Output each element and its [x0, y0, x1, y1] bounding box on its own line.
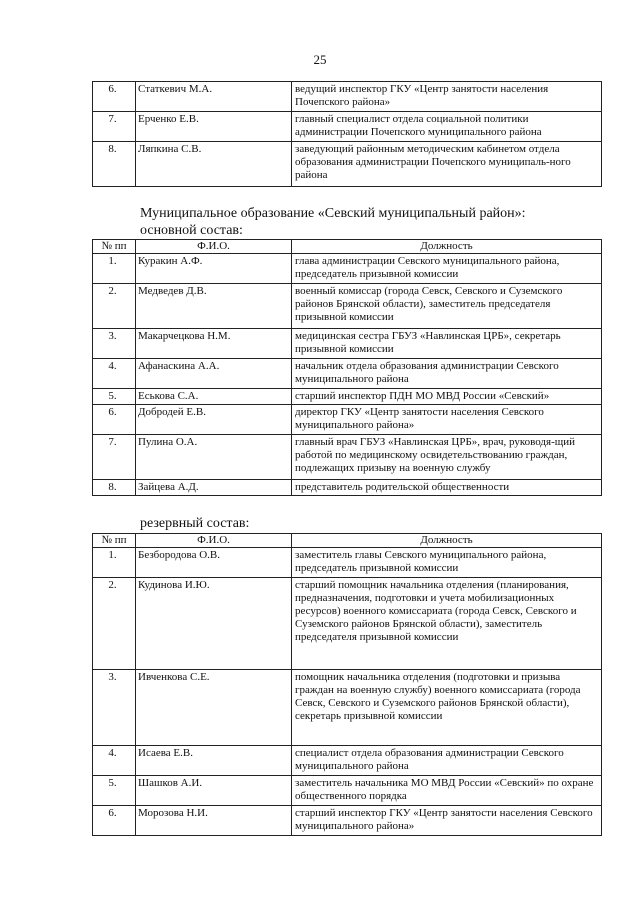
sevsk-title: Муниципальное образование «Севский муниципальный район»: — [140, 206, 526, 221]
row-number: 4. — [93, 746, 136, 776]
row-number: 2. — [93, 284, 136, 329]
table-row — [93, 359, 602, 389]
row-position: директор ГКУ «Центр занятости населения Севского муниципального района» — [292, 405, 602, 435]
table-row — [93, 435, 602, 480]
row-position: заведующий районным методическим кабинетом отдела образования администрации Почепского муниципаль-ного района — [292, 142, 602, 187]
row-name: Еськова С.А. — [136, 389, 292, 405]
table-row — [93, 405, 602, 435]
table-row — [93, 284, 602, 329]
table-row — [93, 82, 602, 112]
header-position: Должность — [292, 534, 602, 548]
row-number: 1. — [93, 548, 136, 578]
row-number: 6. — [93, 806, 136, 836]
row-position: представитель родительской общественности — [292, 480, 602, 496]
row-name: Афанаскина А.А. — [136, 359, 292, 389]
row-number: 3. — [93, 670, 136, 746]
row-position: заместитель начальника МО МВД России «Севский» по охране общественного порядка — [292, 776, 602, 806]
row-name: Кудинова И.Ю. — [136, 578, 292, 670]
table-row — [93, 389, 602, 405]
table-header-row — [93, 534, 602, 548]
row-name: Добродей Е.В. — [136, 405, 292, 435]
row-number: 6. — [93, 405, 136, 435]
page-number: 25 — [313, 52, 327, 67]
row-number: 2. — [93, 578, 136, 670]
row-name: Макарчецкова Н.М. — [136, 329, 292, 359]
sevsk-main-subtitle: основной состав: — [140, 223, 243, 238]
row-number: 1. — [93, 254, 136, 284]
table-row — [93, 254, 602, 284]
row-position: военный комиссар (города Севск, Севского и Суземского районов Брянской области), заместитель председателя призывной комиссии — [292, 284, 602, 329]
row-number: 4. — [93, 359, 136, 389]
row-name: Статкевич М.А. — [136, 82, 292, 112]
header-position: Должность — [292, 240, 602, 254]
header-name: Ф.И.О. — [136, 240, 292, 254]
row-name: Безбородова О.В. — [136, 548, 292, 578]
row-position: старший инспектор ПДН МО МВД России «Севский» — [292, 389, 602, 405]
row-name: Исаева Е.В. — [136, 746, 292, 776]
row-number: 3. — [93, 329, 136, 359]
table-row — [93, 746, 602, 776]
row-position: главный специалист отдела социальной политики администрации Почепского муниципального района — [292, 112, 602, 142]
table-row — [93, 806, 602, 836]
row-name: Ерченко Е.В. — [136, 112, 292, 142]
row-number: 5. — [93, 776, 136, 806]
table-row — [93, 329, 602, 359]
table-row — [93, 548, 602, 578]
header-name: Ф.И.О. — [136, 534, 292, 548]
row-name: Куракин А.Ф. — [136, 254, 292, 284]
row-number: 8. — [93, 142, 136, 187]
row-name: Ивченкова С.Е. — [136, 670, 292, 746]
sevsk-main-table — [92, 239, 602, 496]
row-position: специалист отдела образования администрации Севского муниципального района — [292, 746, 602, 776]
row-name: Зайцева А.Д. — [136, 480, 292, 496]
row-number: 5. — [93, 389, 136, 405]
row-name: Медведев Д.В. — [136, 284, 292, 329]
row-position: медицинская сестра ГБУЗ «Навлинская ЦРБ», секретарь призывной комиссии — [292, 329, 602, 359]
table-row — [93, 112, 602, 142]
row-position: старший инспектор ГКУ «Центр занятости населения Севского муниципального района» — [292, 806, 602, 836]
row-name: Шашков А.И. — [136, 776, 292, 806]
row-name: Ляпкина С.В. — [136, 142, 292, 187]
row-number: 8. — [93, 480, 136, 496]
row-number: 6. — [93, 82, 136, 112]
table-row — [93, 480, 602, 496]
row-position: заместитель главы Севского муниципального района, председатель призывной комиссии — [292, 548, 602, 578]
table-header-row — [93, 240, 602, 254]
row-position: ведущий инспектор ГКУ «Центр занятости населения Почепского района» — [292, 82, 602, 112]
row-position: старший помощник начальника отделения (планирования, предназначения, подготовки и учета мобилизационных ресурсов) военного комиссариата (города Севск, Севского и Суземского районов Брянской области), заместитель председателя призывной комиссии — [292, 578, 602, 670]
header-num: № пп — [93, 240, 136, 254]
sevsk-reserve-table — [92, 533, 602, 836]
table-row — [93, 142, 602, 187]
header-num: № пп — [93, 534, 136, 548]
row-number: 7. — [93, 112, 136, 142]
row-name: Пулина О.А. — [136, 435, 292, 480]
row-position: помощник начальника отделения (подготовки и призыва граждан на военную службу) военного комиссариата (города Севск, Севского и Суземского районов Брянской области), секретарь призывной комиссии — [292, 670, 602, 746]
reserve-subtitle: резервный состав: — [140, 516, 250, 531]
row-name: Морозова Н.И. — [136, 806, 292, 836]
table-row — [93, 578, 602, 670]
table-row — [93, 776, 602, 806]
row-position: начальник отдела образования администрации Севского муниципального района — [292, 359, 602, 389]
row-number: 7. — [93, 435, 136, 480]
pochep-continuation-table — [92, 81, 602, 187]
row-position: глава администрации Севского муниципального района, председатель призывной комиссии — [292, 254, 602, 284]
row-position: главный врач ГБУЗ «Навлинская ЦРБ», врач, руководя-щий работой по медицинскому освидетельствованию граждан, подлежащих призыву на военную службу — [292, 435, 602, 480]
table-row — [93, 670, 602, 746]
